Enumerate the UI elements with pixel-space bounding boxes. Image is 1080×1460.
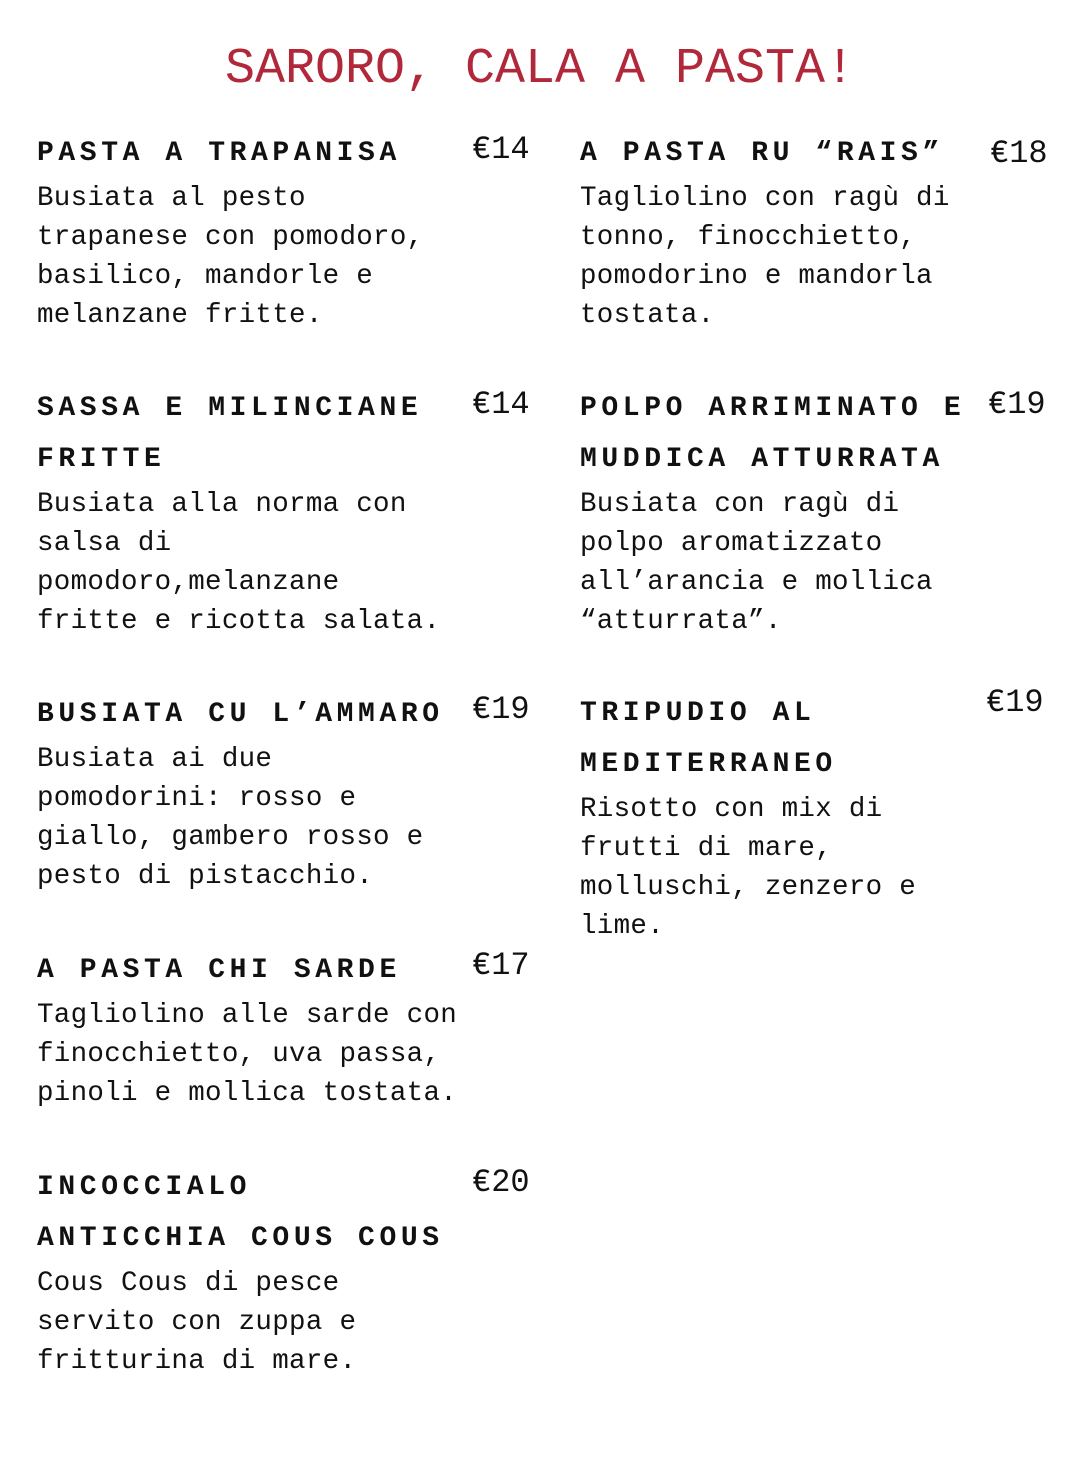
menu-item xyxy=(37,689,467,896)
item-price: €19 xyxy=(472,691,530,728)
menu-item xyxy=(37,128,437,335)
item-price: €19 xyxy=(988,386,1046,423)
item-description: Tagliolino con ragù di tonno, finocchietto, pomodorino e mandorla tostata. xyxy=(580,183,950,331)
item-name: PASTA A TRAPANISA xyxy=(37,138,401,169)
menu-item xyxy=(37,945,467,1113)
item-description: Busiata con ragù di polpo aromatizzato all’arancia e mollica “atturrata”. xyxy=(580,489,933,637)
menu-item xyxy=(580,128,970,335)
item-description: Cous Cous di pesce servito con zuppa e fritturina di mare. xyxy=(37,1268,357,1377)
menu-title: SARORO, CALA A PASTA! xyxy=(224,41,856,98)
item-price: €20 xyxy=(472,1164,530,1201)
item-price: €14 xyxy=(472,386,530,423)
menu-item xyxy=(37,383,467,641)
item-name: BUSIATA CU L’AMMARO xyxy=(37,699,444,730)
menu-item xyxy=(580,383,970,641)
item-name: SASSA E MILINCIANE FRITTE xyxy=(37,393,423,475)
menu-item xyxy=(580,688,970,946)
item-description: Tagliolino alle sarde con finocchietto, uva passa, pinoli e mollica tostata. xyxy=(37,1000,458,1109)
item-name: A PASTA CHI SARDE xyxy=(37,955,401,986)
item-description: Busiata al pesto trapanese con pomodoro, basilico, mandorle e melanzane fritte. xyxy=(37,183,424,331)
item-price: €19 xyxy=(986,684,1044,721)
item-description: Risotto con mix di frutti di mare, molluschi, zenzero e lime. xyxy=(580,794,917,942)
menu-item xyxy=(37,1162,467,1381)
item-name: POLPO ARRIMINATO E MUDDICA ATTURRATA xyxy=(580,393,966,475)
item-price: €17 xyxy=(472,947,530,984)
item-description: Busiata alla norma con salsa di pomodoro,melanzane fritte e ricotta salata. xyxy=(37,489,441,637)
item-name: A PASTA RU “RAIS” xyxy=(580,138,944,169)
item-price: €14 xyxy=(472,131,530,168)
item-description: Busiata ai due pomodorini: rosso e giallo, gambero rosso e pesto di pistacchio. xyxy=(37,744,424,892)
item-name: TRIPUDIO AL MEDITERRANEO xyxy=(580,698,837,780)
item-name: INCOCCIALO ANTICCHIA COUS COUS xyxy=(37,1172,444,1254)
item-price: €18 xyxy=(990,135,1048,172)
